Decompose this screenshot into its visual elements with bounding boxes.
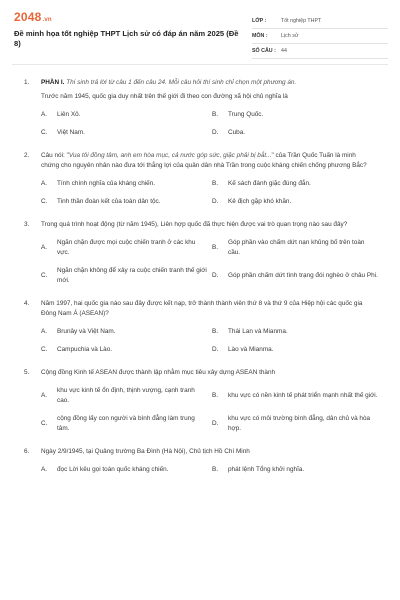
option-text: Brunây và Việt Nam. bbox=[57, 328, 116, 335]
option-letter: A. bbox=[41, 392, 48, 399]
question-number: 6. bbox=[24, 448, 30, 455]
option-a[interactable] bbox=[41, 465, 212, 475]
question-text: Trước năm 1945, quốc gia duy nhất trên thế giới đi theo con đường xã hội chủ nghĩa là bbox=[41, 93, 288, 100]
option-letter: A. bbox=[41, 466, 48, 473]
option-letter: B. bbox=[212, 466, 219, 473]
option-text: Tính chính nghĩa của kháng chiến. bbox=[57, 180, 156, 187]
options bbox=[41, 179, 386, 207]
meta-label: MÔN : bbox=[252, 33, 268, 39]
question-number: 4. bbox=[24, 300, 30, 307]
option-a[interactable] bbox=[41, 110, 212, 120]
option-c[interactable] bbox=[41, 197, 212, 207]
option-text: Trung Quốc. bbox=[228, 111, 264, 118]
option-letter: D. bbox=[212, 346, 219, 353]
option-d[interactable] bbox=[212, 197, 383, 207]
option-text: Kẻ địch gặp khó khăn. bbox=[228, 198, 292, 205]
option-text: Tinh thần đoàn kết của toàn dân tộc. bbox=[57, 198, 161, 205]
option-b[interactable] bbox=[212, 465, 383, 475]
part-label: PHẦN I. bbox=[41, 79, 65, 86]
option-letter: D. bbox=[212, 129, 219, 136]
option-text: Ngăn chặn không để xảy ra cuộc chiến tranh thế giới mới. bbox=[57, 267, 207, 284]
question-1 bbox=[24, 78, 386, 138]
option-c[interactable] bbox=[41, 414, 212, 434]
option-text: Ngăn chặn được mọi cuộc chiến tranh ở các khu vực. bbox=[57, 239, 196, 256]
option-letter: D. bbox=[212, 420, 219, 427]
option-letter: C. bbox=[41, 272, 48, 279]
option-letter: B. bbox=[212, 392, 219, 399]
options bbox=[41, 327, 386, 355]
option-letter: D. bbox=[212, 198, 219, 205]
options bbox=[41, 465, 386, 475]
question-number: 5. bbox=[24, 369, 30, 376]
document-meta bbox=[252, 14, 388, 59]
option-letter: C. bbox=[41, 198, 48, 205]
meta-row-subject bbox=[252, 29, 388, 44]
meta-label: SỐ CÂU : bbox=[252, 48, 276, 54]
part-instruction bbox=[41, 78, 371, 88]
option-d[interactable] bbox=[212, 266, 383, 286]
option-b[interactable] bbox=[212, 327, 383, 337]
options bbox=[41, 386, 386, 434]
site-logo[interactable]: 2048.vn bbox=[14, 10, 52, 24]
document-header bbox=[0, 0, 400, 64]
meta-label: LỚP : bbox=[252, 18, 267, 24]
option-text: Góp phần chấm dứt tình trạng đói nghèo ở châu Phi. bbox=[228, 272, 378, 279]
option-a[interactable] bbox=[41, 386, 212, 406]
option-text: Kế sách đánh giặc đúng đắn. bbox=[228, 180, 311, 187]
option-letter: A. bbox=[41, 180, 48, 187]
option-a[interactable] bbox=[41, 179, 212, 189]
meta-row-class bbox=[252, 14, 388, 29]
question-number: 2. bbox=[24, 152, 30, 159]
question-6 bbox=[24, 447, 386, 475]
question-list bbox=[0, 65, 400, 475]
option-letter: B. bbox=[212, 180, 219, 187]
option-text: Thái Lan và Mianma. bbox=[228, 328, 288, 335]
question-number: 3. bbox=[24, 221, 30, 228]
option-text: Việt Nam. bbox=[57, 129, 85, 136]
option-letter: B. bbox=[212, 244, 219, 251]
option-b[interactable] bbox=[212, 110, 383, 120]
option-letter: C. bbox=[41, 346, 48, 353]
option-letter: D. bbox=[212, 272, 219, 279]
question-text: Trong quá trình hoạt động (từ năm 1945), Liên hợp quốc đã thực hiện được vai trò quan trọng nào sau đây? bbox=[41, 221, 348, 228]
part-instruction-text: Thí sinh trả lời từ câu 1 đến câu 24. Mỗi câu hỏi thí sinh chỉ chọn một phương án. bbox=[66, 79, 297, 86]
question-number: 1. bbox=[24, 79, 30, 86]
option-text: phát lệnh Tổng khởi nghĩa. bbox=[228, 466, 305, 473]
option-text: đọc Lời kêu gọi toàn quốc kháng chiến. bbox=[57, 466, 169, 473]
option-text: khu vực có môi trường bình đẳng, dân chủ và hòa hợp. bbox=[228, 415, 371, 432]
option-letter: B. bbox=[212, 328, 219, 335]
option-d[interactable] bbox=[212, 128, 383, 138]
option-text: Campuchia và Lào. bbox=[57, 346, 113, 353]
meta-value: Tốt nghiệp THPT bbox=[281, 18, 322, 24]
option-b[interactable] bbox=[212, 238, 383, 258]
option-text: Lào và Mianma. bbox=[228, 346, 274, 353]
option-a[interactable] bbox=[41, 238, 212, 258]
option-letter: B. bbox=[212, 111, 219, 118]
option-text: khu vực có nền kinh tế phát triển mạnh nhất thế giới. bbox=[228, 392, 378, 399]
document-title: Đề minh họa tốt nghiệp THPT Lịch sử có đáp án năm 2025 (Đề 8) bbox=[14, 29, 239, 48]
question-quote: Vua tôi đồng tâm, anh em hòa mục, cả nước góp sức, giặc phải bị bắt... bbox=[68, 152, 272, 159]
question-5 bbox=[24, 368, 386, 434]
option-text: Góp phần vào chấm dứt nạn khủng bố trên toàn cầu. bbox=[228, 239, 365, 256]
option-letter: A. bbox=[41, 111, 48, 118]
option-letter: C. bbox=[41, 420, 48, 427]
question-2 bbox=[24, 151, 386, 207]
option-text: Cuba. bbox=[228, 129, 246, 136]
options bbox=[41, 238, 386, 286]
option-b[interactable] bbox=[212, 386, 383, 406]
meta-value: 44 bbox=[281, 48, 287, 54]
option-letter: C. bbox=[41, 129, 48, 136]
option-d[interactable] bbox=[212, 345, 383, 355]
meta-row-count bbox=[252, 44, 388, 59]
option-letter: A. bbox=[41, 328, 48, 335]
question-text: Câu nói: "Vua tôi đồng tâm, anh em hòa mục, cả nước góp sức, giặc phải bị bắt..." của Trần Quốc Tuấn là minh chứng cho nguyên nhân nào đưa tới thắng lợi của quân dân nhà Trần trong cuộc kháng chiến chống phương Bắc? bbox=[41, 152, 367, 169]
question-4 bbox=[24, 299, 386, 355]
option-text: Liên Xô. bbox=[57, 111, 81, 118]
option-c[interactable] bbox=[41, 266, 212, 286]
option-c[interactable] bbox=[41, 128, 212, 138]
options bbox=[41, 110, 386, 138]
option-a[interactable] bbox=[41, 327, 212, 337]
option-text: cộng đồng lấy con người và bình đẳng làm trung tâm. bbox=[57, 415, 195, 432]
meta-value: Lịch sử bbox=[281, 33, 299, 39]
option-b[interactable] bbox=[212, 179, 383, 189]
option-d[interactable] bbox=[212, 414, 383, 434]
question-text: Ngày 2/9/1945, tại Quảng trường Ba Đình (Hà Nội), Chủ tịch Hồ Chí Minh bbox=[41, 448, 250, 455]
question-text: Cộng đồng Kinh tế ASEAN được thành lập nhằm mục tiêu xây dựng ASEAN thành bbox=[41, 369, 276, 376]
question-text: Năm 1997, hai quốc gia nào sau đây được kết nạp, trở thành thành viên thứ 8 và thứ 9 của Hiệp hội các quốc gia Đông Nam Á (ASEAN)? bbox=[41, 300, 363, 317]
option-text: khu vực kinh tế ổn định, thịnh vượng, cạnh tranh cao. bbox=[57, 387, 195, 404]
option-letter: A. bbox=[41, 244, 48, 251]
question-3 bbox=[24, 220, 386, 286]
option-c[interactable] bbox=[41, 345, 212, 355]
